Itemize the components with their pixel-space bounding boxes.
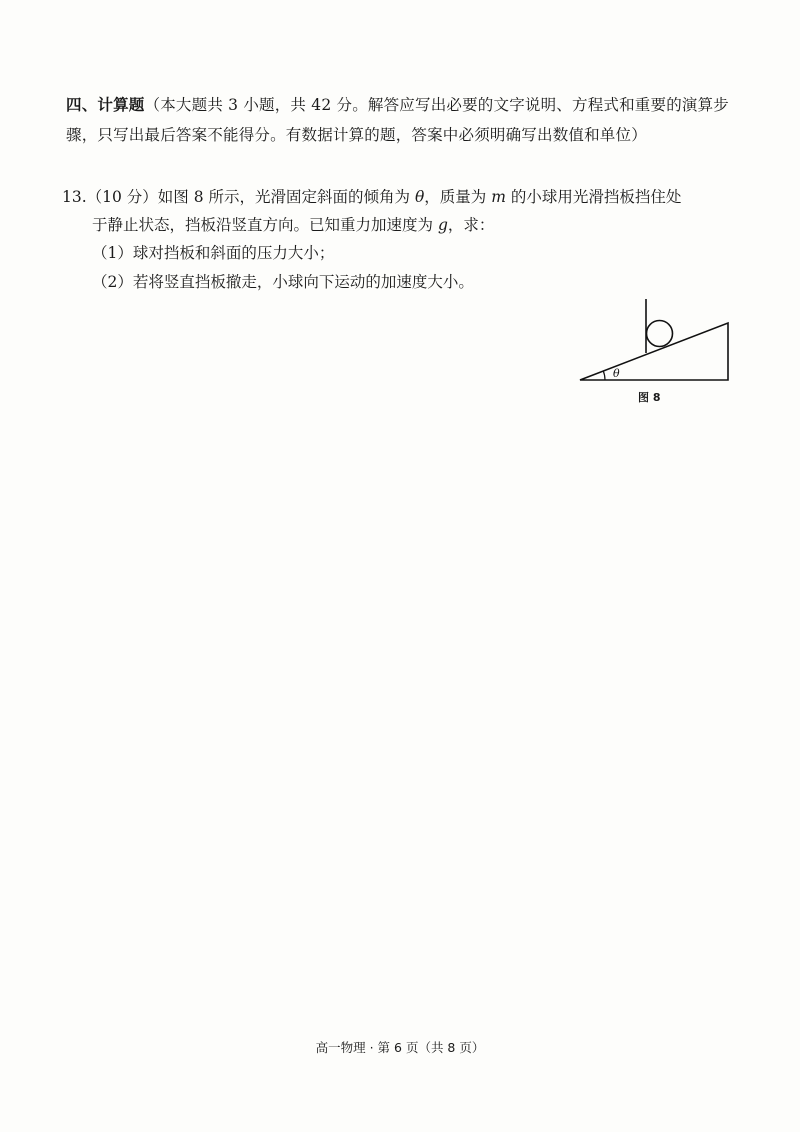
- theta-symbol: θ: [414, 188, 425, 206]
- question-line-2: [92, 210, 494, 240]
- figure-8-diagram: [575, 293, 740, 388]
- figure-caption: 图 8: [638, 391, 661, 404]
- question-text: ，求：: [447, 216, 495, 234]
- question-text: 的小球用光滑挡板挡住处: [505, 188, 682, 206]
- question-text: 13.（10 分）如图 8 所示，光滑固定斜面的倾角为: [62, 188, 415, 206]
- incline-triangle: [580, 323, 728, 380]
- ball: [647, 321, 673, 347]
- section-header: [66, 90, 734, 150]
- question-text: 于静止状态，挡板沿竖直方向。已知重力加速度为: [92, 216, 438, 234]
- page-footer: 高一物理 · 第 6 页（共 8 页）: [315, 1040, 485, 1055]
- mass-symbol: m: [491, 188, 506, 206]
- question-part-1: （1）球对挡板和斜面的压力大小；: [92, 244, 335, 262]
- angle-arc: [603, 371, 605, 380]
- gravity-symbol: g: [437, 216, 448, 234]
- section-heading: 四、计算题: [66, 96, 145, 114]
- angle-label: θ: [613, 367, 620, 380]
- section-instructions: （本大题共 3 小题，共 42 分。解答应写出必要的文字说明、方程式和重要的演算步骤，只写出最后答案不能得分。有数据计算的题，答案中必须明确写出数值和单位）: [66, 96, 730, 144]
- question-line-1: [62, 182, 681, 212]
- question-part-2: （2）若将竖直挡板撤走，小球向下运动的加速度大小。: [92, 273, 474, 291]
- question-text: ，质量为: [424, 188, 492, 206]
